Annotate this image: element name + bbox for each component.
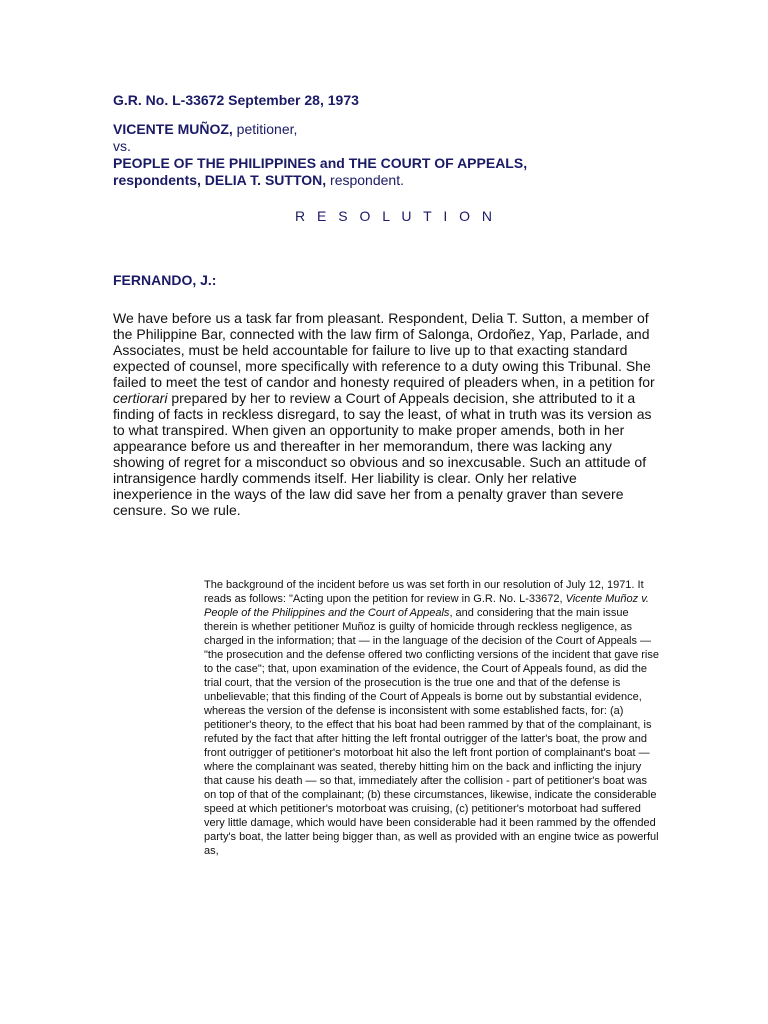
document-body <box>113 92 658 518</box>
quote-text-2: , and considering that the main issue therein is whether petitioner Muñoz is guilty of homicide through reckless negligence, as charged in the information; that — in the language of the decision of the Court of Appeals — "the prosecution and the defense offered two conflicting versions of the incident that gave rise to the case"; that, upon examination of the evidence, the Court of Appeals found, as did the trial court, that the version of the prosecution is the true one and that of the defense is unbelievable; that this finding of the Court of Appeals is borne out by substantial evidence, whereas the version of the defense is inconsistent with some established facts, for: (a) petitioner's theory, to the effect that his boat had been rammed by that of the complainant, is refuted by the fact that after hitting the left frontal outrigger of the latter's boat, the prow and front outrigger of petitioner's motorboat hit also the left front portion of complainant's boat — where the complainant was seated, thereby hitting him on the back and inflicting the injury that cause his death — so that, immediately after the collision - part of petitioner's boat was on top of that of the complainant; (b) these circumstances, likewise, indicate the considerable speed at which petitioner's motorboat was cruising, (c) petitioner's motorboat had suffered very little damage, which would have been considerable had it been rammed by the offended party's boat, the latter being bigger than, as well as provided with an engine twice as powerful as, <box>204 607 659 857</box>
quote-case-title: Vicente Muñoz v. People of the Philippines and the Court of Appeals <box>204 593 649 619</box>
respondents-names-2: respondents, DELIA T. SUTTON, <box>113 172 327 188</box>
respondents-line-1 <box>113 155 658 172</box>
paragraph-text-1: We have before us a task far from pleasant. Respondent, Delia T. Sutton, a member of the Philippine Bar, connected with the law firm of Salonga, Ordoñez, Yap, Parlade, and Associates, must be held accountable for failure to live up to that exacting standard expected of counsel, more specifically with reference to a duty owing this Tribunal. She failed to meet the test of candor and honesty required of pleaders when, in a petition for <box>113 310 655 390</box>
respondents-line-2 <box>113 172 658 189</box>
versus-label: vs. <box>113 138 131 154</box>
petitioner-name: VICENTE MUÑOZ, <box>113 121 233 137</box>
ponente: FERNANDO, J.: <box>113 272 217 288</box>
paragraph-text-2: prepared by her to review a Court of Appeals decision, she attributed to it a finding of facts in reckless disregard, to say the least, of what in truth was its version as to what transpired. When given an opportunity to make proper amends, both in her appearance before us and thereafter in her memorandum, there was lacking any showing of regret for a misconduct so obvious and so inexcusable. Such an attitude of intransigence hardly commends itself. Her liability is clear. Only her relative inexperience in the ways of the law did save her from a penalty graver than severe censure. So we rule. <box>113 390 652 518</box>
section-title: R E S O L U T I O N <box>295 208 496 224</box>
case-number: G.R. No. L-33672 September 28, 1973 <box>113 92 359 108</box>
respondents-names: PEOPLE OF THE PHILIPPINES and THE COURT OF APPEALS, <box>113 155 528 171</box>
petitioner-line <box>113 121 658 138</box>
paragraph-italic: certiorari <box>113 390 168 406</box>
case-parties <box>113 121 658 189</box>
respondent-role: respondent. <box>326 172 404 188</box>
block-quote <box>204 578 659 858</box>
opening-paragraph <box>113 310 658 518</box>
quote-text-1: The background of the incident before us was set forth in our resolution of July 12, 1971. It reads as follows: "Acting upon the petition for review in G.R. No. L-33672, <box>204 579 644 605</box>
petitioner-role: petitioner, <box>232 121 298 137</box>
